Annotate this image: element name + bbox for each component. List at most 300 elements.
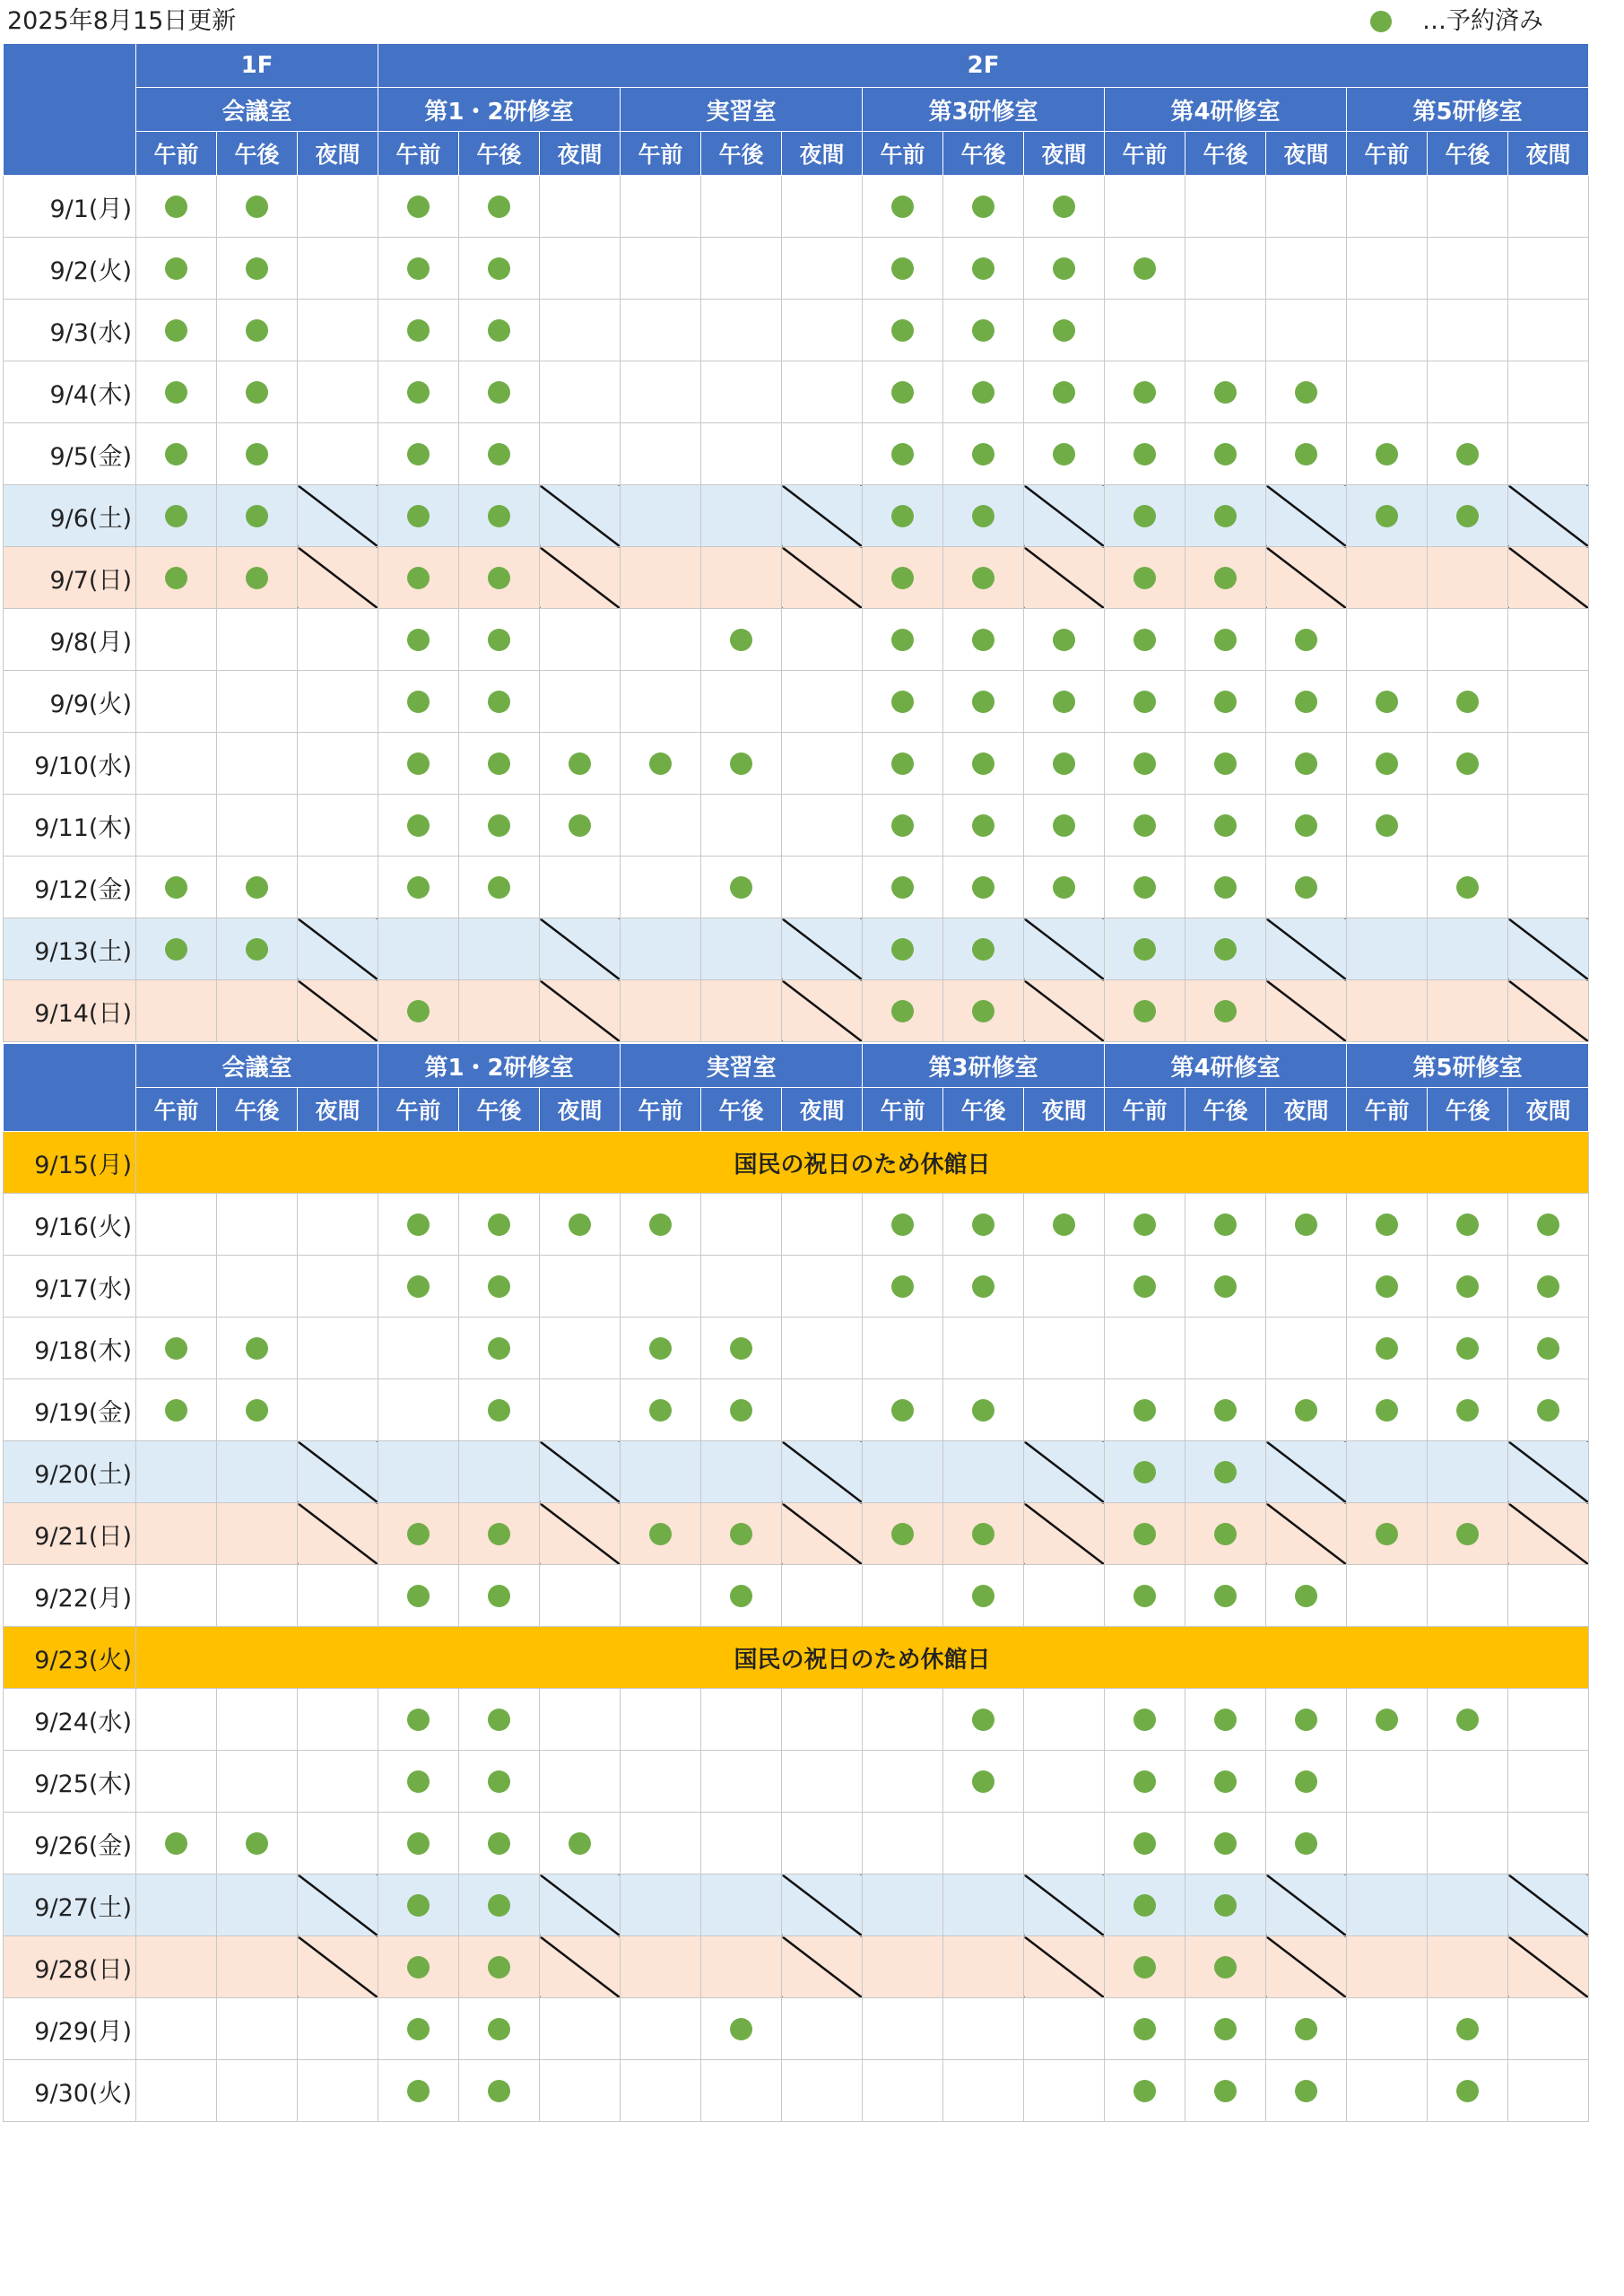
unavailable-cell <box>1266 547 1347 609</box>
slot-cell <box>1428 2060 1508 2122</box>
booked-dot-icon <box>1295 443 1317 465</box>
date-cell: 9/7(日) <box>4 547 136 609</box>
slot-cell <box>621 1998 701 2060</box>
date-cell: 9/28(日) <box>4 1936 136 1998</box>
slot-cell <box>943 176 1024 238</box>
booked-dot-icon <box>972 1275 994 1298</box>
booked-dot-icon <box>1537 1337 1559 1360</box>
booked-dot-icon <box>1133 567 1156 589</box>
slot-cell <box>863 1936 943 1998</box>
slot-cell <box>701 918 782 980</box>
slot-cell <box>1105 980 1185 1042</box>
slot-cell <box>1428 1689 1508 1751</box>
unavailable-cell <box>540 1936 621 1998</box>
unavailable-cell <box>782 1936 863 1998</box>
slot-cell <box>459 980 540 1042</box>
slot-cell <box>1185 2060 1266 2122</box>
slot-cell <box>217 238 298 300</box>
slot-cell <box>1185 733 1266 795</box>
slot-cell <box>943 1998 1024 2060</box>
booked-dot-icon <box>407 1770 430 1793</box>
slot-cell <box>1428 918 1508 980</box>
booked-dot-icon <box>1456 443 1479 465</box>
slot-cell <box>863 485 943 547</box>
booked-dot-icon <box>1295 1585 1317 1607</box>
booked-dot-icon <box>407 196 430 218</box>
room-header: 第5研修室 <box>1347 1044 1589 1088</box>
slot-cell <box>1266 1689 1347 1751</box>
booked-dot-icon <box>165 505 187 527</box>
slot-cell <box>1105 300 1185 361</box>
booked-dot-icon <box>972 567 994 589</box>
slot-header-row <box>4 1088 1589 1132</box>
slot-cell <box>782 238 863 300</box>
slot-header: 夜間 <box>782 1088 863 1132</box>
slot-cell <box>136 1194 217 1256</box>
slot-cell <box>459 795 540 857</box>
slot-cell <box>1105 1318 1185 1379</box>
unavailable-cell <box>782 918 863 980</box>
booked-dot-icon <box>1214 2018 1237 2040</box>
slot-cell <box>1347 609 1428 671</box>
slot-cell <box>378 361 459 423</box>
slot-cell <box>1185 1194 1266 1256</box>
slot-cell <box>1347 1874 1428 1936</box>
booked-dot-icon <box>246 1399 268 1422</box>
slot-cell <box>1508 1318 1589 1379</box>
schedule-row <box>4 795 1589 857</box>
booked-dot-icon <box>972 1399 994 1422</box>
booked-dot-icon <box>1456 505 1479 527</box>
booked-dot-icon <box>1456 876 1479 899</box>
booked-dot-icon <box>407 1956 430 1979</box>
slot-cell <box>1428 1379 1508 1441</box>
room-header: 第4研修室 <box>1105 88 1347 132</box>
legend <box>1370 5 1543 38</box>
slot-cell <box>136 733 217 795</box>
slot-cell <box>136 1936 217 1998</box>
schedule-row <box>4 423 1589 485</box>
slot-cell <box>1185 1441 1266 1503</box>
slot-cell <box>1185 1318 1266 1379</box>
slot-header: 午後 <box>1185 1088 1266 1132</box>
booked-dot-icon <box>488 381 510 404</box>
booked-dot-icon <box>1133 1832 1156 1855</box>
slot-cell <box>378 1379 459 1441</box>
slot-cell <box>863 1194 943 1256</box>
slot-cell <box>1024 1998 1105 2060</box>
slot-cell <box>782 609 863 671</box>
booked-dot-icon <box>1053 814 1075 837</box>
booked-dot-icon <box>1133 1585 1156 1607</box>
slot-cell <box>1428 1874 1508 1936</box>
date-cell: 9/22(月) <box>4 1565 136 1627</box>
schedule-row <box>4 1132 1589 1194</box>
booked-dot-icon <box>1295 1832 1317 1855</box>
booked-dot-icon <box>1376 752 1398 775</box>
booked-dot-icon <box>488 1275 510 1298</box>
booked-dot-icon <box>407 691 430 713</box>
booked-dot-icon <box>488 814 510 837</box>
slot-cell <box>782 1751 863 1813</box>
slot-cell <box>943 1379 1024 1441</box>
unavailable-cell <box>782 1503 863 1565</box>
booked-dot-icon <box>165 196 187 218</box>
slot-cell <box>1185 1689 1266 1751</box>
booked-dot-icon <box>488 505 510 527</box>
slot-cell <box>863 918 943 980</box>
slot-header: 午前 <box>863 132 943 176</box>
slot-cell <box>1185 671 1266 733</box>
booked-dot-icon <box>1456 1399 1479 1422</box>
slot-cell <box>943 733 1024 795</box>
slot-cell <box>863 1689 943 1751</box>
slot-cell <box>621 980 701 1042</box>
unavailable-cell <box>1508 485 1589 547</box>
schedule-row <box>4 1998 1589 2060</box>
room-header: 第3研修室 <box>863 1044 1105 1088</box>
slot-cell <box>378 2060 459 2122</box>
booked-dot-icon <box>730 1585 752 1607</box>
slot-cell <box>459 1751 540 1813</box>
booked-dot-icon <box>1214 938 1237 961</box>
slot-cell <box>1185 609 1266 671</box>
booked-dot-icon <box>407 1832 430 1855</box>
slot-cell <box>1508 2060 1589 2122</box>
booked-dot-icon <box>1376 1709 1398 1731</box>
booked-dot-icon <box>1214 1213 1237 1236</box>
slot-cell <box>136 485 217 547</box>
slot-header: 午前 <box>1347 1088 1428 1132</box>
slot-header: 午前 <box>1347 132 1428 176</box>
booked-dot-icon <box>246 505 268 527</box>
slot-cell <box>701 485 782 547</box>
slot-header: 夜間 <box>1024 1088 1105 1132</box>
booked-dot-icon <box>488 1709 510 1731</box>
slot-cell <box>136 1998 217 2060</box>
unavailable-cell <box>782 485 863 547</box>
slot-cell <box>943 485 1024 547</box>
booked-dot-icon <box>407 752 430 775</box>
slot-cell <box>943 1503 1024 1565</box>
slot-cell <box>540 176 621 238</box>
slot-cell <box>1185 361 1266 423</box>
unavailable-cell <box>1266 1874 1347 1936</box>
schedule-row <box>4 1441 1589 1503</box>
slot-cell <box>298 423 378 485</box>
slot-cell <box>863 1998 943 2060</box>
booked-dot-icon <box>730 876 752 899</box>
slot-cell <box>136 1874 217 1936</box>
slot-header: 午後 <box>943 1088 1024 1132</box>
booked-dot-icon <box>246 1337 268 1360</box>
unavailable-cell <box>298 980 378 1042</box>
slot-cell <box>459 1379 540 1441</box>
slot-header: 夜間 <box>1024 132 1105 176</box>
booked-dot-icon <box>1456 691 1479 713</box>
slot-cell <box>863 980 943 1042</box>
slot-cell <box>540 300 621 361</box>
booked-dot-icon <box>1214 1399 1237 1422</box>
slot-cell <box>540 1256 621 1318</box>
slot-cell <box>378 1194 459 1256</box>
slot-cell <box>782 2060 863 2122</box>
slot-cell <box>136 671 217 733</box>
slot-cell <box>136 918 217 980</box>
slot-cell <box>621 1256 701 1318</box>
booked-dot-icon <box>488 876 510 899</box>
booked-dot-icon <box>1295 629 1317 651</box>
booked-dot-icon <box>1456 1213 1479 1236</box>
slot-cell <box>378 1751 459 1813</box>
slot-cell <box>621 1874 701 1936</box>
booked-dot-icon <box>1295 1770 1317 1793</box>
slot-cell <box>1105 1813 1185 1874</box>
booked-dot-icon <box>488 2080 510 2102</box>
slot-cell <box>1428 671 1508 733</box>
slot-cell <box>1024 2060 1105 2122</box>
slot-cell <box>863 238 943 300</box>
slot-cell <box>217 1751 298 1813</box>
slot-cell <box>701 300 782 361</box>
slot-cell <box>1024 176 1105 238</box>
booked-dot-icon <box>1295 814 1317 837</box>
slot-cell <box>459 1256 540 1318</box>
booked-dot-icon <box>972 938 994 961</box>
slot-header: 午後 <box>701 1088 782 1132</box>
slot-cell <box>136 423 217 485</box>
booked-dot-icon <box>246 1832 268 1855</box>
slot-cell <box>1185 1874 1266 1936</box>
booked-dot-icon <box>1376 1399 1398 1422</box>
slot-header: 午後 <box>1428 1088 1508 1132</box>
unavailable-cell <box>1266 1936 1347 1998</box>
slot-cell <box>863 300 943 361</box>
slot-cell <box>378 1441 459 1503</box>
top-bar <box>0 0 1624 43</box>
slot-cell <box>298 1751 378 1813</box>
slot-cell <box>701 609 782 671</box>
slot-cell <box>1185 1998 1266 2060</box>
slot-cell <box>1024 857 1105 918</box>
booked-dot-icon <box>649 1213 672 1236</box>
schedule-row <box>4 1751 1589 1813</box>
booked-dot-icon <box>246 319 268 342</box>
booked-dot-icon <box>972 1709 994 1731</box>
booked-dot-icon <box>1295 1213 1317 1236</box>
date-cell: 9/6(土) <box>4 485 136 547</box>
unavailable-cell <box>540 918 621 980</box>
slot-cell <box>701 1256 782 1318</box>
slot-cell <box>217 176 298 238</box>
slot-cell <box>943 1441 1024 1503</box>
slot-cell <box>217 1565 298 1627</box>
booked-dot-icon <box>891 938 914 961</box>
booked-dot-icon <box>891 814 914 837</box>
booked-dot-icon <box>1214 1832 1237 1855</box>
booked-dot-icon <box>165 1832 187 1855</box>
slot-cell <box>1024 1689 1105 1751</box>
unavailable-cell <box>298 1441 378 1503</box>
unavailable-cell <box>540 980 621 1042</box>
slot-cell <box>782 361 863 423</box>
slot-cell <box>621 1751 701 1813</box>
slot-header: 夜間 <box>1266 132 1347 176</box>
booked-dot-icon <box>730 1399 752 1422</box>
updated-date: 2025年8月15日更新 <box>7 7 237 35</box>
slot-header: 午後 <box>1428 132 1508 176</box>
slot-cell <box>1428 980 1508 1042</box>
slot-cell <box>1105 361 1185 423</box>
slot-cell <box>1024 1318 1105 1379</box>
unavailable-cell <box>1266 1503 1347 1565</box>
booked-dot-icon <box>1133 381 1156 404</box>
slot-cell <box>1266 609 1347 671</box>
slot-cell <box>298 1998 378 2060</box>
unavailable-cell <box>1266 980 1347 1042</box>
slot-cell <box>943 918 1024 980</box>
booked-dot-icon <box>407 257 430 280</box>
slot-cell <box>1347 176 1428 238</box>
booked-dot-icon <box>730 2018 752 2040</box>
date-cell: 9/16(火) <box>4 1194 136 1256</box>
slot-header: 午後 <box>459 1088 540 1132</box>
booked-dot-icon <box>407 319 430 342</box>
booked-dot-icon <box>891 1523 914 1545</box>
slot-header: 午前 <box>378 132 459 176</box>
unavailable-cell <box>298 1503 378 1565</box>
slot-cell <box>1428 795 1508 857</box>
booked-dot-icon <box>1537 1213 1559 1236</box>
slot-cell <box>621 609 701 671</box>
date-cell: 9/12(金) <box>4 857 136 918</box>
booked-dot-icon <box>407 876 430 899</box>
slot-cell <box>1185 547 1266 609</box>
slot-cell <box>1185 1936 1266 1998</box>
booked-dot-icon <box>488 257 510 280</box>
slot-cell <box>217 1256 298 1318</box>
booked-dot-icon <box>972 196 994 218</box>
slot-cell <box>1024 609 1105 671</box>
booked-dot-icon <box>1053 443 1075 465</box>
booked-dot-icon <box>488 319 510 342</box>
slot-cell <box>701 1813 782 1874</box>
booked-dot-icon <box>1214 876 1237 899</box>
unavailable-cell <box>1508 980 1589 1042</box>
slot-cell <box>621 671 701 733</box>
slot-header: 夜間 <box>1508 132 1589 176</box>
slot-cell <box>1508 795 1589 857</box>
slot-cell <box>298 176 378 238</box>
slot-cell <box>217 361 298 423</box>
date-cell: 9/24(水) <box>4 1689 136 1751</box>
booked-dot-icon <box>1214 814 1237 837</box>
slot-cell <box>1024 671 1105 733</box>
slot-cell <box>1185 300 1266 361</box>
slot-cell <box>943 1318 1024 1379</box>
slot-cell <box>701 1441 782 1503</box>
slot-cell <box>1105 423 1185 485</box>
slot-cell <box>701 1936 782 1998</box>
booked-dot-icon <box>569 814 591 837</box>
booked-dot-icon <box>1214 567 1237 589</box>
slot-cell <box>540 671 621 733</box>
booked-dot-icon <box>1214 1523 1237 1545</box>
slot-cell <box>378 980 459 1042</box>
slot-cell <box>217 1689 298 1751</box>
slot-cell <box>1508 1998 1589 2060</box>
slot-cell <box>1266 1318 1347 1379</box>
slot-cell <box>1105 795 1185 857</box>
slot-cell <box>1508 1565 1589 1627</box>
unavailable-cell <box>1508 1874 1589 1936</box>
slot-cell <box>1185 238 1266 300</box>
schedule-row <box>4 1379 1589 1441</box>
booked-dot-icon <box>488 2018 510 2040</box>
slot-cell <box>136 1813 217 1874</box>
schedule-row <box>4 1813 1589 1874</box>
slot-cell <box>1347 1751 1428 1813</box>
schedule-row <box>4 980 1589 1042</box>
unavailable-cell <box>1024 1441 1105 1503</box>
booked-dot-icon <box>407 629 430 651</box>
slot-cell <box>1185 1751 1266 1813</box>
slot-cell <box>378 857 459 918</box>
schedule-row <box>4 733 1589 795</box>
slot-cell <box>1266 176 1347 238</box>
schedule-row <box>4 1256 1589 1318</box>
booked-dot-icon <box>1214 752 1237 775</box>
slot-cell <box>1105 857 1185 918</box>
slot-cell <box>701 857 782 918</box>
slot-cell <box>701 980 782 1042</box>
slot-cell <box>540 1751 621 1813</box>
booked-dot-icon <box>1456 1523 1479 1545</box>
slot-cell <box>1508 671 1589 733</box>
slot-cell <box>459 671 540 733</box>
slot-cell <box>459 609 540 671</box>
slot-cell <box>621 300 701 361</box>
slot-cell <box>298 1565 378 1627</box>
unavailable-cell <box>782 1874 863 1936</box>
booked-dot-icon <box>972 629 994 651</box>
slot-cell <box>540 733 621 795</box>
schedule-row <box>4 1689 1589 1751</box>
booked-dot-icon <box>891 1399 914 1422</box>
slot-cell <box>1024 1379 1105 1441</box>
slot-cell <box>540 1194 621 1256</box>
date-cell: 9/15(月) <box>4 1132 136 1194</box>
slot-cell <box>298 1256 378 1318</box>
booked-dot-icon <box>407 2018 430 2040</box>
slot-cell <box>217 1318 298 1379</box>
booked-dot-icon <box>1053 876 1075 899</box>
booked-dot-icon <box>972 443 994 465</box>
booked-dot-icon <box>1295 2018 1317 2040</box>
slot-cell <box>701 1565 782 1627</box>
slot-cell <box>1024 1565 1105 1627</box>
booked-dot-icon <box>1053 629 1075 651</box>
booked-dot-icon <box>165 938 187 961</box>
booked-dot-icon <box>1456 2018 1479 2040</box>
booked-dot-icon <box>972 1770 994 1793</box>
date-cell: 9/1(月) <box>4 176 136 238</box>
slot-cell <box>1266 2060 1347 2122</box>
date-cell: 9/3(水) <box>4 300 136 361</box>
date-cell: 9/5(金) <box>4 423 136 485</box>
slot-cell <box>540 1689 621 1751</box>
slot-cell <box>701 795 782 857</box>
